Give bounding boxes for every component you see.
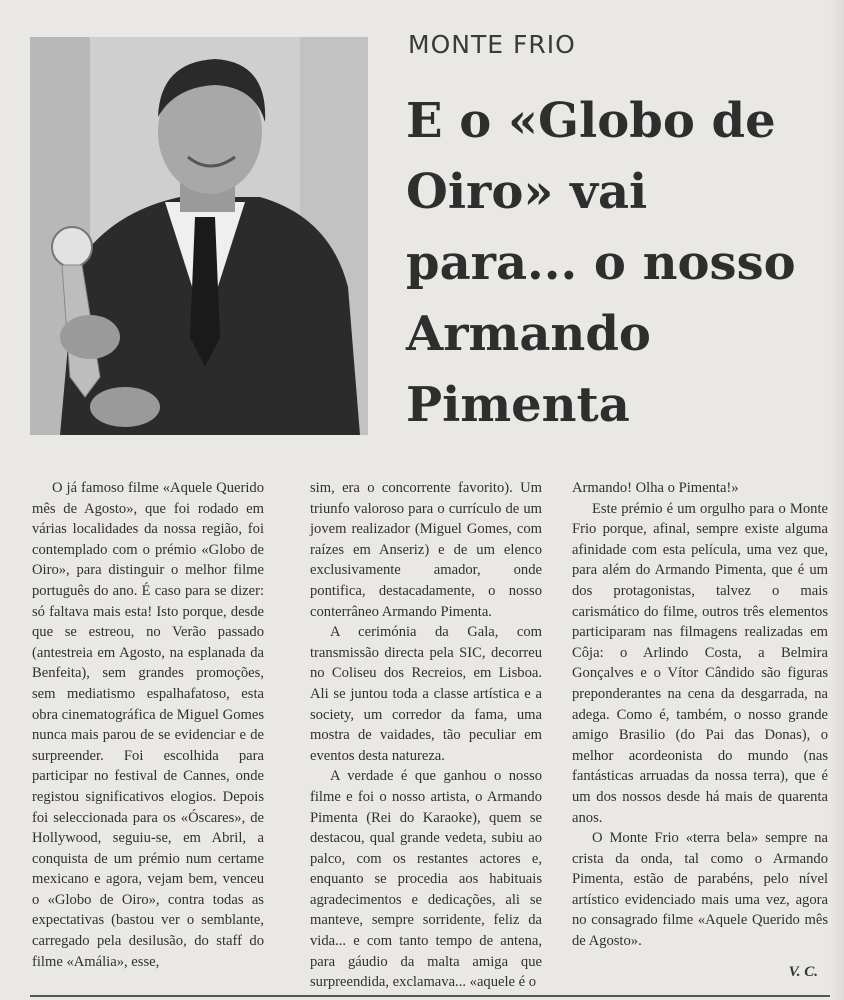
column-3 [572,478,828,952]
paragraph: Este prémio é um orgulho para o Monte Frio porque, afinal, sempre existe alguma afinidade com esta película, uma vez que, para além do Armando Pimenta, que é um dos protagonistas, talvez o mais carismático do filme, outros três elementos participaram nas filmagens realizadas em Côja: o Arlindo Costa, a Belmira Gonçalves e o Vítor Cândido são figuras preponderantes na cena da desgarrada, na adega. Como é, também, o nosso grande amigo Brasilio (do Pai das Donas), o melhor acordeonista do mundo (nas fantásticas arruadas da nossa terra), que é um dos nossos desde há mais de quarenta anos. [572,500,828,826]
headline: E o «Globo de Oiro» vai para... o nosso Armando Pimenta [406,93,796,433]
photo-illustration [30,37,368,435]
paragraph: O já famoso filme «Aquele Querido mês de Agosto», que foi rodado em várias localidades da nossa região, foi contemplado com o prémio «Globo de Oiro», para distinguir o melhor filme português do ano. É caso para se dizer: só faltava mais esta! Isto porque, desde que se estreou, no Verão passado (antestreia em Agosto, na esplanada da Benfeita), sem grandes promoções, sem mediatismo espalhafatoso, esta obra cinematográfica de Miguel Gomes nunca mais parou de se evidenciar e de surpreender. Foi escolhida para participar no festival de Cannes, onde registou significativos elogios. Depois foi seleccionada para os «Óscares», de Hollywood, seguiu-se, em Abril, a conquista de um prémio num certame mexicano e agora, vejam bem, venceu o «Globo de Oiro», contra todas as expectativas (bastou ver o semblante, carregado pela desilusão, do staff do filme «Amália», esse, [32,480,264,970]
section-label: MONTE FRIO [408,30,576,59]
paragraph: O Monte Frio «terra bela» sempre na crista da onda, tal como o Armando Pimenta, estão de parabéns, pelo nível artístico evidenciado mais uma vez, agora no consagrado filme «Aquele Querido mês de Agosto». [572,830,828,950]
paragraph-continuation: Armando! Olha o Pimenta!» [572,480,739,496]
column-1 [32,478,264,972]
paragraph: A verdade é que ganhou o nosso filme e foi o nosso artista, o Armando Pimenta (Rei do Karaoke), quem se destacou, qual grande vedeta, subiu ao palco, com os restantes actores e, enquanto se procedia aos habituais agradecimentos e dedicações, ali se manteve, sempre sorridente, feliz da vida... e com tanto tempo de antena, para gáudio da malta amiga que surpreendida, exclamava... «aquele é o [310,768,542,991]
column-2 [310,478,542,993]
paragraph-continuation: sim, era o concorrente favorito). Um triunfo valoroso para o currículo de um jovem realizador (Miguel Gomes, com raízes em Anseriz) e de um elenco exclusivamente amador, onde pontifica, destacadamente, o nosso conterrâneo Armando Pimenta. [310,480,542,620]
author-signature: V. C. [788,964,818,980]
article-photo [30,37,368,435]
bottom-rule [30,995,834,997]
paragraph: A cerimónia da Gala, com transmissão directa pela SIC, decorreu no Coliseu dos Recreios, em Lisboa. Ali se juntou toda a classe artística e a society, um corredor da fama, uma mostra de vaidades, tão peculiar em eventos desta natureza. [310,624,542,764]
page-edge [830,0,844,1000]
